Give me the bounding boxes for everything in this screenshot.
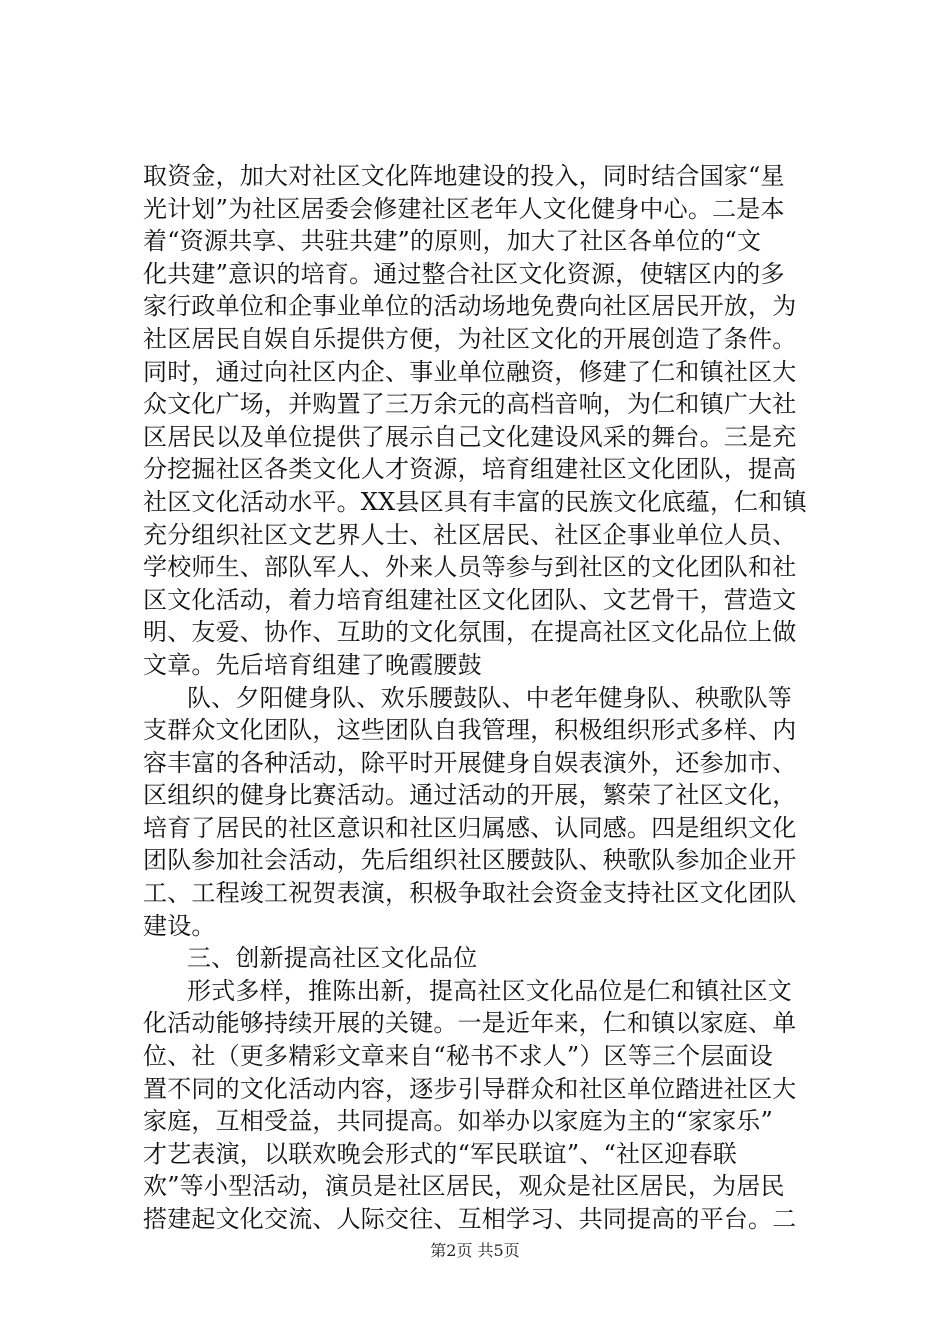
text-line: 队、夕阳健身队、欢乐腰鼓队、中老年健身队、秧歌队等 bbox=[187, 683, 792, 712]
text-line: 培育了居民的社区意识和社区归属感、认同感。四是组织文化 bbox=[143, 813, 797, 842]
text-line: 三、创新提高社区文化品位 bbox=[187, 944, 478, 973]
text-line: 容丰富的各种活动，除平时开展健身自娱表演外，还参加市、 bbox=[143, 748, 797, 777]
text-line: 工、工程竣工祝贺表演，积极争取社会资金支持社区文化团队 bbox=[143, 879, 797, 908]
text-line: 取资金，加大对社区文化阵地建设的投入，同时结合国家“星 bbox=[143, 162, 785, 190]
document-body bbox=[143, 160, 833, 1236]
text-line: 位、社（更多精彩文章来自“秘书不求人”）区等三个层面设 bbox=[143, 1042, 773, 1071]
text-line: 分挖掘社区各类文化人才资源，培育组建社区文化团队，提高 bbox=[143, 455, 797, 484]
text-line: 社区居民自娱自乐提供方便，为社区文化的开展创造了条件。 bbox=[143, 324, 797, 353]
text-line: 光计划”为社区居委会修建社区老年人文化健身中心。二是本 bbox=[143, 194, 785, 223]
text-line: 化共建”意识的培育。通过整合社区文化资源，使辖区内的多 bbox=[143, 259, 785, 288]
text-line: 置不同的文化活动内容，逐步引导群众和社区单位踏进社区大 bbox=[143, 1074, 797, 1103]
text-line: 区文化活动，着力培育组建社区文化团队、文艺骨干，营造文 bbox=[143, 585, 797, 614]
text-line: 形式多样，推陈出新，提高社区文化品位是仁和镇社区文 bbox=[187, 976, 792, 1005]
page-footer bbox=[0, 1241, 950, 1261]
text-line: 建设。 bbox=[143, 911, 216, 940]
text-line: 充分组织社区文艺界人士、社区居民、社区企事业单位人员、 bbox=[143, 520, 797, 549]
text-line: 欢”等小型活动，演员是社区居民，观众是社区居民，为居民 bbox=[143, 1172, 785, 1201]
text-line: 同时，通过向社区内企、事业单位融资，修建了仁和镇社区大 bbox=[143, 357, 797, 386]
text-line: 家行政单位和企事业单位的活动场地免费向社区居民开放，为 bbox=[143, 292, 797, 321]
text-line: 众文化广场，并购置了三万余元的高档音响，为仁和镇广大社 bbox=[143, 390, 797, 419]
text-line: 着“资源共享、共驻共建”的原则，加大了社区各单位的“文 bbox=[143, 227, 762, 256]
text-line: 文章。先后培育组建了晚霞腰鼓 bbox=[143, 650, 482, 679]
text-line: 团队参加社会活动，先后组织社区腰鼓队、秧歌队参加企业开 bbox=[143, 846, 797, 875]
text-line: 区居民以及单位提供了展示自己文化建设风采的舞台。三是充 bbox=[143, 422, 797, 451]
page-number-label: 第2页 共5页 bbox=[430, 1241, 520, 1260]
text-line: 搭建起文化交流、人际交往、互相学习、共同提高的平台。二 bbox=[143, 1205, 797, 1233]
text-line: 区组织的健身比赛活动。通过活动的开展，繁荣了社区文化， bbox=[143, 781, 797, 810]
text-line: 明、友爱、协作、互助的文化氛围，在提高社区文化品位上做 bbox=[143, 618, 797, 647]
text-line: 化活动能够持续开展的关键。一是近年来，仁和镇以家庭、单 bbox=[143, 1009, 797, 1038]
text-line: 社区文化活动水平。XX县区具有丰富的民族文化底蕴，仁和镇 bbox=[143, 487, 807, 516]
text-line: 才艺表演，以联欢晚会形式的“军民联谊”、“社区迎春联 bbox=[143, 1139, 738, 1168]
text-line: 家庭，互相受益，共同提高。如举办以家庭为主的“家家乐” bbox=[143, 1107, 773, 1136]
text-line: 支群众文化团队，这些团队自我管理，积极组织形式多样、内 bbox=[143, 716, 797, 745]
text-line: 学校师生、部队军人、外来人员等参与到社区的文化团队和社 bbox=[143, 553, 797, 582]
